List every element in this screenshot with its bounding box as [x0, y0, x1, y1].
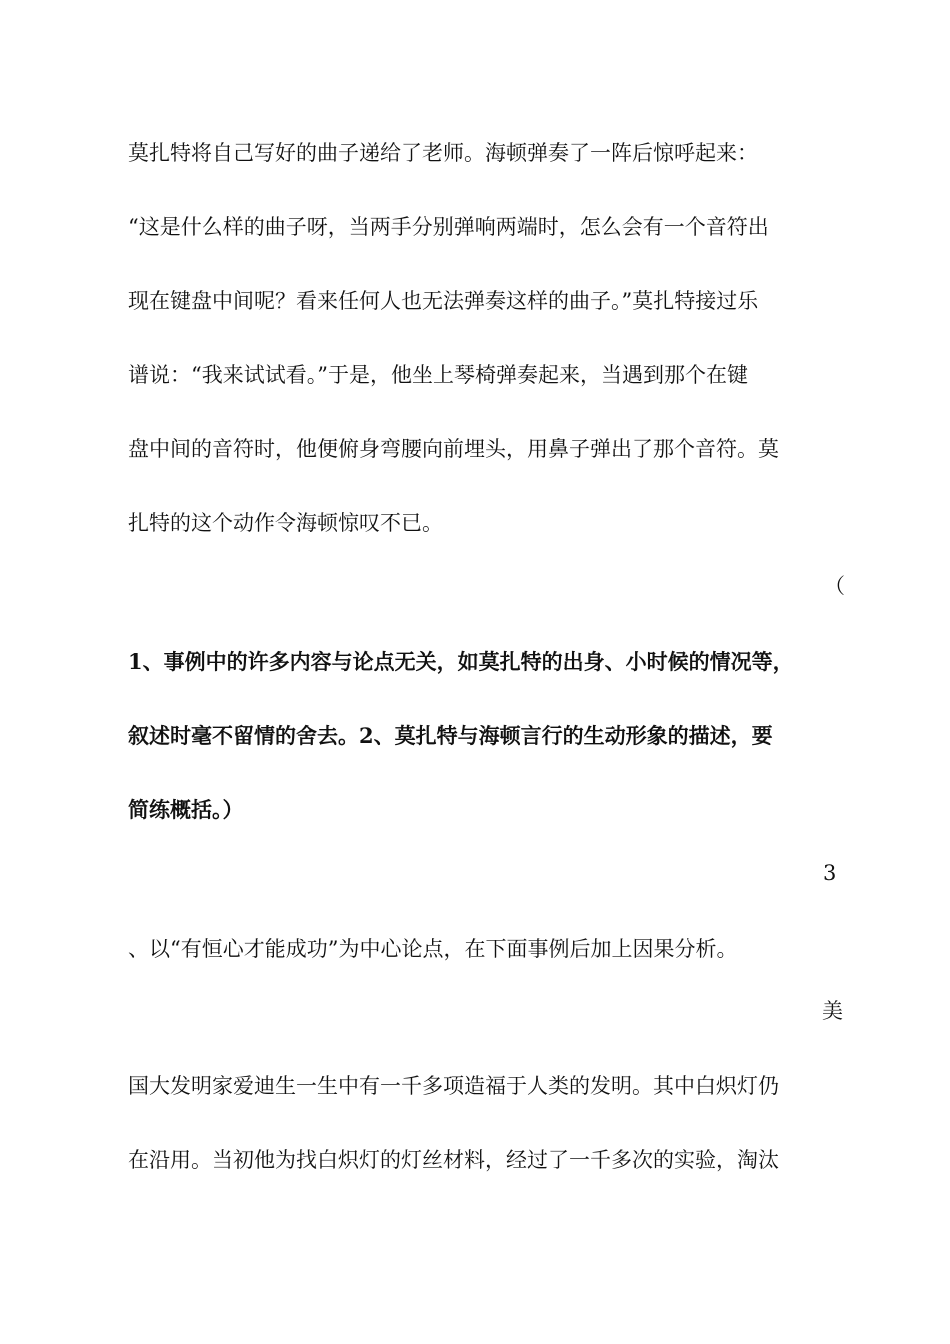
item-number: 3	[823, 861, 837, 885]
open-parenthesis: （	[824, 574, 845, 598]
paragraph-line: 现在键盘中间呢？看来任何人也无法弹奏这样的曲子。”莫扎特接过乐	[128, 289, 759, 313]
paragraph-line: “这是什么样的曲子呀，当两手分别弹响两端时，怎么会有一个音符出	[128, 215, 769, 239]
paragraph-line: 莫扎特将自己写好的曲子递给了老师。海顿弹奏了一阵后惊呼起来：	[128, 141, 758, 165]
answer-line: 简练概括。）	[128, 797, 244, 822]
paragraph-line: 扎特的这个动作令海顿惊叹不已。	[128, 511, 443, 535]
paragraph-line: 谱说：“我来试试看。”于是，他坐上琴椅弹奏起来，当遇到那个在键	[128, 363, 748, 387]
answer-line: 叙述时毫不留情的舍去。2、莫扎特与海顿言行的生动形象的描述，要	[128, 723, 773, 748]
paragraph-line: 在沿用。当初他为找白炽灯的灯丝材料，经过了一千多次的实验，淘汰	[128, 1148, 779, 1172]
continuation-character: 美	[822, 999, 843, 1023]
answer-line: 1、事例中的许多内容与论点无关，如莫扎特的出身、小时候的情况等，	[128, 649, 794, 674]
paragraph-line: 盘中间的音符时，他便俯身弯腰向前埋头，用鼻子弹出了那个音符。莫	[128, 437, 779, 461]
paragraph-line: 国大发明家爱迪生一生中有一千多项造福于人类的发明。其中白炽灯仍	[128, 1074, 779, 1098]
task-line: 、以“有恒心才能成功”为中心论点，在下面事例后加上因果分析。	[128, 937, 738, 961]
